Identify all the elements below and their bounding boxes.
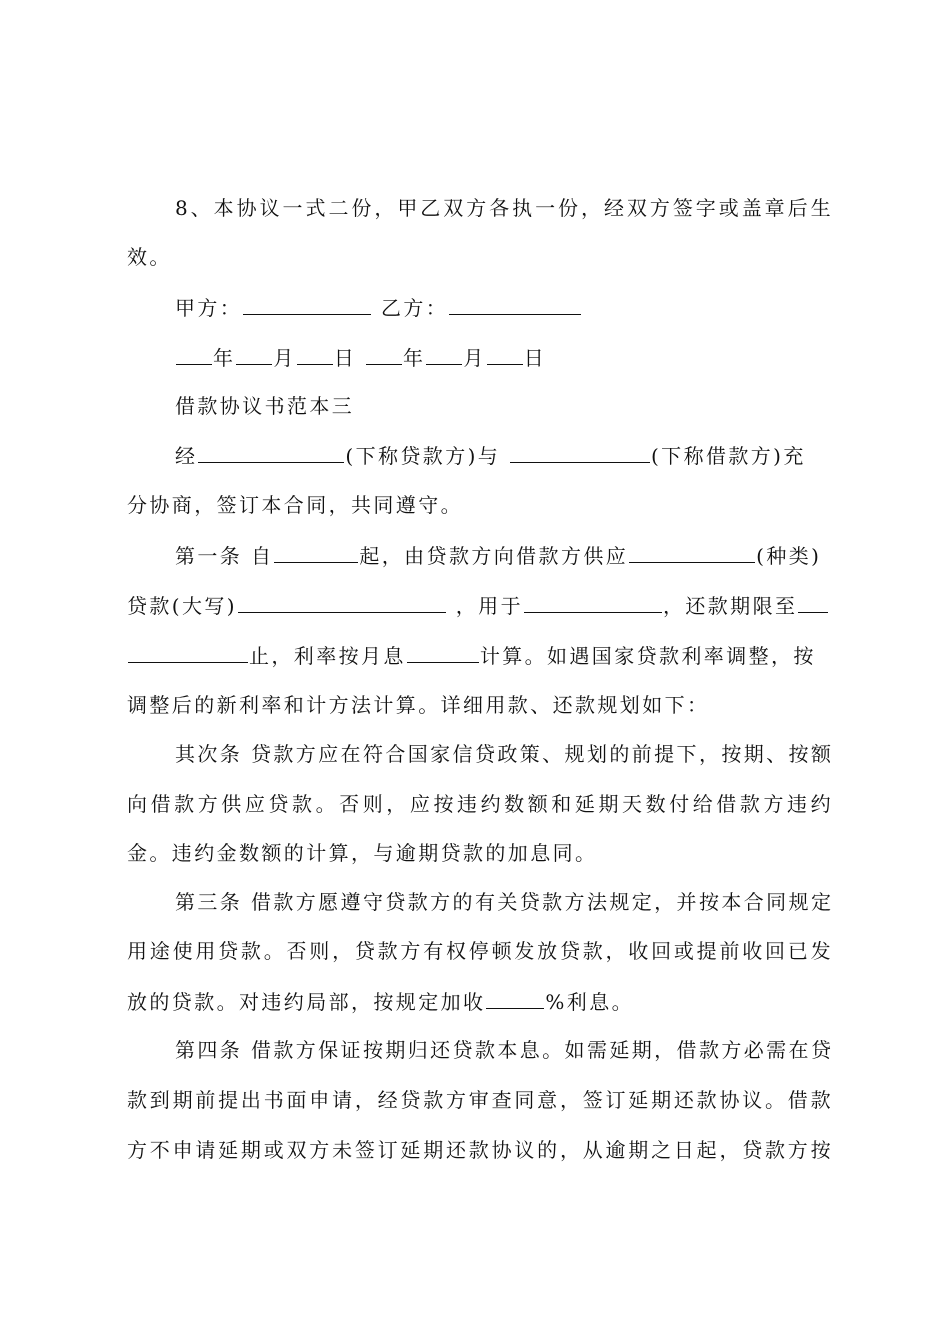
start-date-blank — [274, 538, 358, 563]
article4-line1: 第四条 借款方保证按期归还贷款本息。如需延期，借款方必需在贷 — [175, 1038, 834, 1062]
article1-term: ，还款期限至 — [662, 594, 798, 618]
party-a-blank — [243, 290, 371, 315]
date-a-day-blank — [297, 340, 333, 365]
lender-name-blank — [198, 438, 344, 463]
date-a-year-blank — [176, 340, 212, 365]
article3-line2: 用途使用贷款。否则，贷款方有权停顿发放贷款，收回或提前收回已发 — [127, 939, 833, 963]
date-b-month-label: 月 — [463, 346, 486, 370]
clause8-line1: 8、本协议一式二份，甲乙双方各执一份，经双方签字或盖章后生 — [175, 196, 833, 220]
article2-line3: 金。违约金数额的计算，与逾期贷款的加息同。 — [127, 841, 598, 865]
article1-line1 — [175, 538, 833, 572]
date-b-year-blank — [366, 340, 402, 365]
article3-line3b: %利息。 — [545, 990, 635, 1014]
article3-line3a: 放的贷款。对违约局部，按规定加收 — [127, 990, 486, 1014]
date-a-year-label: 年 — [213, 346, 236, 370]
article1-line4: 调整后的新利率和计方法计算。详细用款、还款规划如下： — [127, 693, 710, 717]
loan-kind-blank — [629, 538, 755, 563]
article1-line2 — [127, 588, 833, 622]
party-b-label: 乙方： — [380, 296, 449, 320]
article1-kind: (种类) — [756, 544, 822, 568]
article1-stop: 止，利率按月息 — [249, 644, 406, 668]
article4-line2: 款到期前提出书面申请，经贷款方审查同意，签订延期还款协议。借款 — [127, 1088, 833, 1112]
date-a-month-label: 月 — [273, 346, 296, 370]
monthly-rate-blank — [407, 638, 479, 663]
article1-use: ，用于 — [455, 594, 523, 618]
section-heading: 借款协议书范本三 — [175, 394, 355, 418]
article1-calc: 计算。如遇国家贷款利率调整，按 — [479, 644, 816, 668]
date-a-month-blank — [236, 340, 272, 365]
date-b-day-label: 日 — [523, 346, 547, 370]
penalty-rate-blank — [486, 984, 544, 1009]
intro-jing: 经 — [175, 444, 198, 468]
article1-loan: 贷款(大写) — [127, 594, 238, 618]
article3-line3 — [127, 984, 833, 1018]
borrower-name-blank — [510, 438, 650, 463]
article1-line3 — [127, 638, 833, 672]
clause8-line2: 效。 — [127, 245, 172, 269]
due-date-blank-part2 — [128, 638, 248, 663]
article4-line3: 方不申请延期或双方未签订延期还款协议的，从逾期之日起，贷款方按 — [127, 1138, 833, 1162]
borrower-note: (下称借款方)充 — [650, 444, 806, 468]
signature-date-line — [175, 340, 833, 374]
party-b-blank — [449, 290, 581, 315]
date-b-month-blank — [426, 340, 462, 365]
article1-start: 第一条 自 — [175, 544, 274, 568]
intro-line1 — [175, 438, 833, 472]
purpose-blank — [524, 588, 662, 613]
intro-line2: 分协商，签订本合同，共同遵守。 — [127, 493, 463, 517]
date-b-day-blank — [487, 340, 523, 365]
article1-mid: 起，由贷款方向借款方供应 — [359, 544, 629, 568]
party-a-label: 甲方： — [175, 296, 243, 320]
lender-note: (下称贷款方)与 — [345, 444, 501, 468]
article2-line1: 其次条 贷款方应在符合国家信贷政策、规划的前提下，按期、按额 — [175, 742, 834, 766]
date-b-year-label: 年 — [402, 346, 426, 370]
due-date-blank-part1 — [798, 588, 828, 613]
amount-blank — [238, 588, 446, 613]
article2-line2: 向借款方供应贷款。否则，应按违约数额和延期天数付给借款方违约 — [127, 792, 833, 816]
signature-parties-line — [175, 290, 833, 324]
date-a-day-label: 日 — [333, 346, 357, 370]
article3-line1: 第三条 借款方愿遵守贷款方的有关贷款方法规定，并按本合同规定 — [175, 890, 834, 914]
